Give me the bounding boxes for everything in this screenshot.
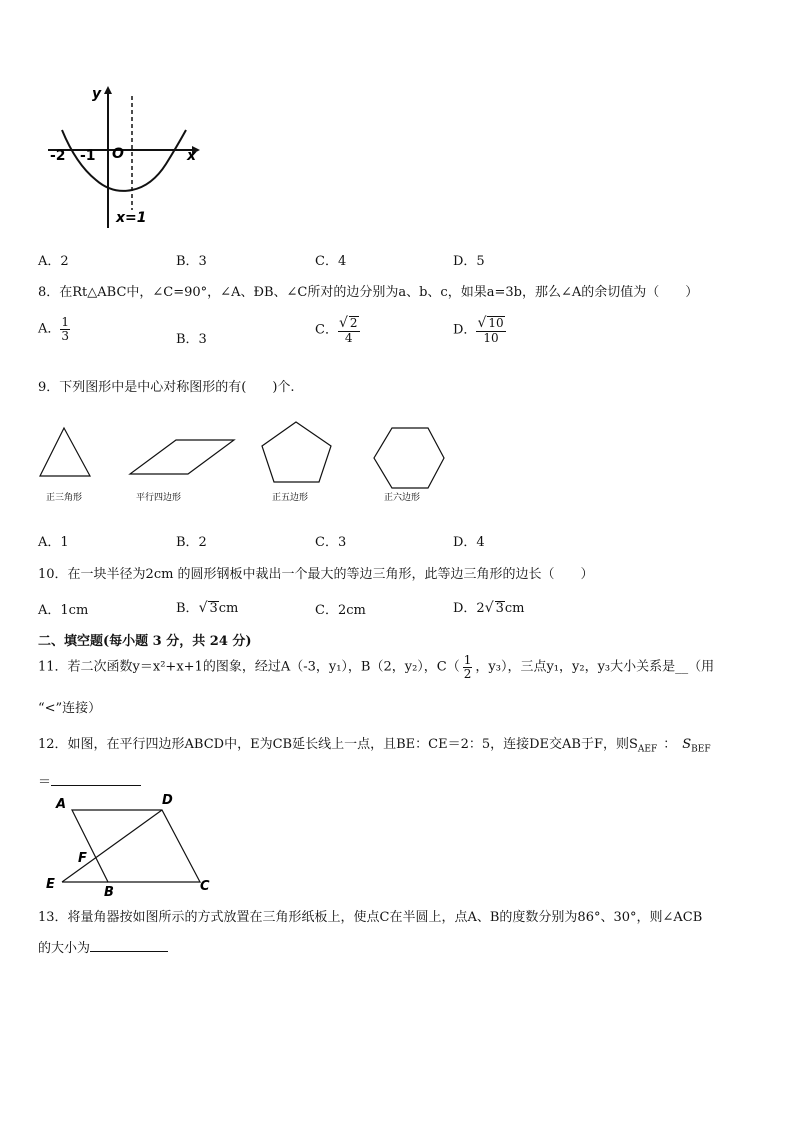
frac-numerator: 1 [463, 653, 472, 667]
q9-shapes-figure [34, 420, 464, 510]
q10-option-d-label: D．2 [453, 601, 485, 616]
equals-sign: ＝ [38, 775, 52, 790]
label-regular-hexagon: 正六边形 [384, 493, 421, 503]
q7-parabola-graph [40, 82, 210, 232]
fraction-root10-over-10 [476, 316, 505, 344]
regular-hexagon-shape [374, 428, 444, 488]
q10-option-b[interactable] [176, 597, 238, 616]
q11-question [38, 654, 714, 680]
q7-option-c[interactable]: C．4 [315, 254, 347, 269]
point-label-f: F [78, 851, 87, 866]
radicand: 3 [495, 601, 504, 616]
q9-option-c[interactable]: C．3 [315, 535, 347, 550]
fraction-root2-over-4 [338, 316, 360, 344]
x-axis-label: x [187, 148, 197, 164]
q9-question-text: 9．下列图形中是中心对称图形的有( )个. [38, 380, 295, 395]
q7-option-b[interactable]: B．3 [176, 254, 207, 269]
q13-text-line2: 的大小为 [38, 941, 91, 956]
q11-text-line2: “<”连接） [38, 701, 102, 716]
subscript-aef: AEF [637, 744, 658, 755]
radicand: 2 [349, 316, 358, 330]
q8-option-c[interactable] [315, 316, 360, 344]
frac-numerator [338, 316, 360, 331]
ratio-colon: ： [663, 737, 677, 752]
fraction-one-third [60, 316, 70, 342]
q8-option-a[interactable] [38, 316, 70, 342]
q12-answer-line [38, 771, 141, 790]
section-title: 二、填空题(每小题 3 分，共 24 分) [38, 634, 252, 649]
q10-option-b-label: B． [176, 601, 199, 616]
q13-text-line1: 13．将量角器按如图所示的方式放置在三角形纸板上，使点C在半圆上，点A、B的度数分别为86°、30°，则∠ACB [38, 910, 703, 925]
label-equilateral-triangle: 正三角形 [46, 493, 83, 503]
radical-sign: √ [198, 600, 208, 616]
parallelogram-shape [130, 440, 234, 474]
point-label-d: D [162, 793, 173, 808]
parallelogram-abcd [72, 810, 200, 882]
frac-denominator: 3 [61, 328, 70, 343]
q7-option-d[interactable]: D．5 [453, 254, 485, 269]
q8-option-a-label: A． [38, 321, 61, 337]
fraction-one-half [463, 654, 473, 680]
q8-option-b[interactable]: B．3 [176, 332, 207, 347]
frac-numerator: 1 [61, 315, 70, 329]
point-label-a: A [56, 797, 67, 812]
q8-question-text: 8．在Rt△ABC中，∠C=90°，∠A、ÐB、∠C所对的边分别为a、b、c，如果a=3b，那么∠A的余切值为（ ） [38, 285, 699, 300]
label-parallelogram: 平行四边形 [136, 493, 182, 503]
origin-label: O [112, 146, 124, 162]
frac-denominator: 2 [463, 666, 472, 681]
symmetry-axis-label: x=1 [116, 210, 147, 226]
q12-parallelogram-figure [40, 790, 230, 900]
q13-line2 [38, 937, 168, 956]
radicand: 10 [488, 316, 504, 330]
radical-sign: √ [477, 315, 487, 331]
point-label-e: E [46, 877, 55, 892]
radical-sign: √ [484, 600, 494, 616]
q8-option-d[interactable] [453, 316, 506, 344]
q12-question [38, 733, 711, 755]
y-axis-arrow [104, 86, 112, 94]
tick-label-neg1: -1 [80, 148, 96, 164]
q10-option-d[interactable] [453, 597, 525, 616]
q7-option-a[interactable]: A．2 [38, 254, 69, 269]
regular-pentagon-shape [262, 422, 331, 482]
point-label-c: C [200, 879, 210, 894]
point-label-b: B [104, 885, 114, 900]
q8-option-c-label: C． [315, 322, 338, 338]
tick-label-neg2: -2 [50, 148, 66, 164]
q10-option-c[interactable]: C．2cm [315, 603, 366, 618]
q9-option-d[interactable]: D．4 [453, 535, 485, 550]
label-regular-pentagon: 正五边形 [272, 493, 309, 503]
equilateral-triangle-shape [40, 428, 90, 476]
q9-option-b[interactable]: B．2 [176, 535, 207, 550]
unit: cm [504, 601, 525, 616]
area-symbol-s: S [682, 737, 692, 752]
q11-text-part1: 11．若二次函数y＝x²+x+1的图象，经过A（-3，y₁），B（2，y₂），C（ [38, 659, 460, 675]
radical-sign: √ [338, 315, 348, 331]
unit: cm [218, 601, 239, 616]
answer-blank[interactable] [90, 937, 168, 952]
frac-numerator [476, 316, 505, 331]
q11-text-part2: ，y₃），三点y₁，y₂，y₃大小关系是__（用 [475, 659, 715, 675]
q10-option-a[interactable]: A．1cm [38, 603, 89, 618]
q12-text: 12．如图，在平行四边形ABCD中，E为CB延长线上一点，且BE：CE＝2：5，连接DE交AB于F，则S [38, 737, 638, 752]
y-axis-label: y [92, 86, 102, 102]
q9-option-a[interactable]: A．1 [38, 535, 69, 550]
frac-denominator: 4 [338, 331, 360, 345]
radicand: 3 [209, 601, 218, 616]
subscript-bef: BEF [691, 744, 711, 755]
q10-question-text: 10．在一块半径为2cm 的圆形钢板中裁出一个最大的等边三角形，此等边三角形的边长（ ） [38, 567, 594, 582]
q8-option-d-label: D． [453, 322, 477, 338]
frac-denominator: 10 [476, 331, 505, 345]
answer-blank[interactable] [51, 771, 141, 786]
